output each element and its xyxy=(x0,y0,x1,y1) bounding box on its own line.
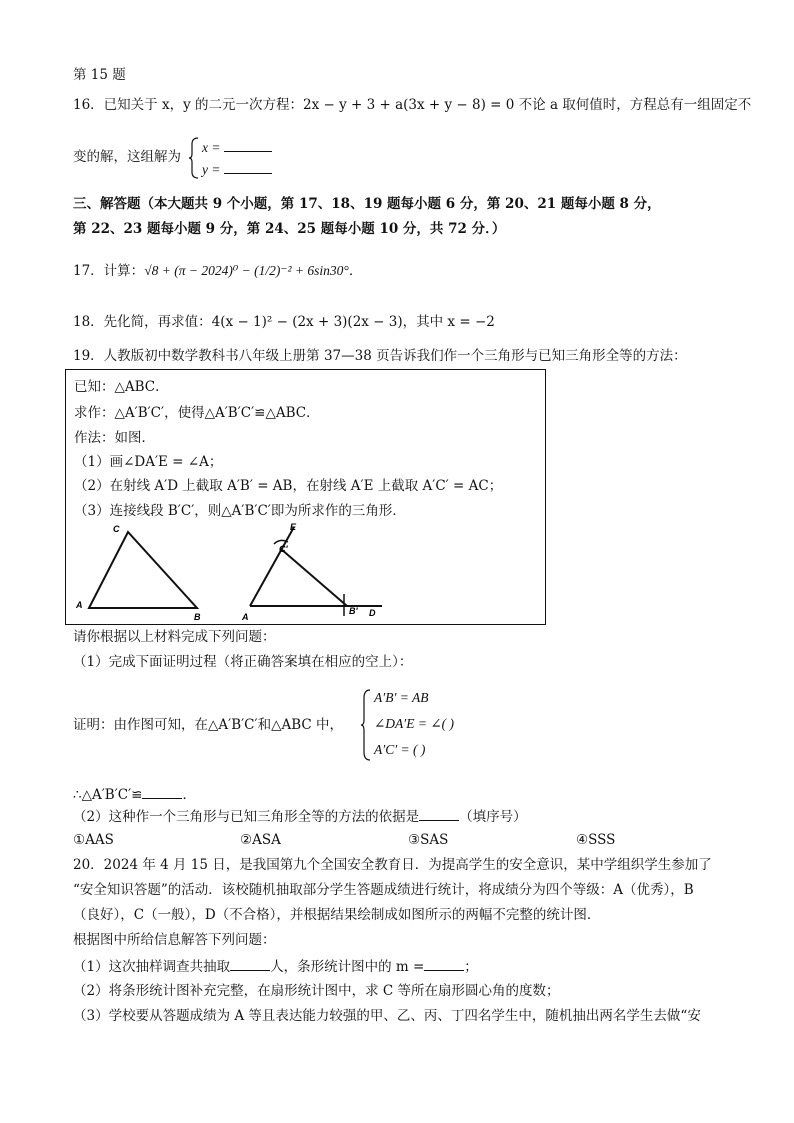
label-e: E xyxy=(290,522,297,532)
label-b-prime: B' xyxy=(349,606,358,616)
ray-ae xyxy=(250,527,294,606)
q20-part2: （2）将条形统计图补充完整，在扇形统计图中，求 C 等所在扇形圆心角的度数； xyxy=(73,983,560,999)
q20-part1-text-a: （1）这次抽样调查共抽取 xyxy=(73,959,231,975)
q19-cond1: A′B′ = AB xyxy=(374,690,429,705)
q20-line4: 根据图中所给信息解答下列问题： xyxy=(73,932,276,948)
label-d: D xyxy=(369,608,376,618)
q19-ask: 请你根据以上材料完成下列问题： xyxy=(73,629,276,645)
label-a: A xyxy=(76,600,83,610)
q16-sys-y: y = xyxy=(202,162,221,177)
q20-part1-text-b: 人，条形统计图中的 m = xyxy=(270,959,425,975)
q20-part1 xyxy=(73,957,478,976)
q20-line2: “安全知识答题”的活动．该校随机抽取部分学生答题成绩进行统计，将成绩分为四个等级：A（优秀），B xyxy=(73,882,694,898)
q20-line1: 20．2024 年 4 月 15 日，是我国第九个全国安全教育日．为提高学生的安全意识，某中学组织学生参加了 xyxy=(73,857,712,873)
q19-material-box xyxy=(65,369,546,625)
q19-proof-prefix: 证明：由作图可知，在△A′B′C′和△ABC 中， xyxy=(73,717,343,733)
label-b: B xyxy=(194,612,201,622)
q19-conclusion-end: ． xyxy=(182,787,196,803)
q19-known: 已知：△ABC． xyxy=(74,379,169,395)
section3-heading-line2: 第 22、23 题每小题 9 分，第 24、25 题每小题 10 分，共 72 分．） xyxy=(73,221,506,237)
q19-step3: （3）连接线段 B′C′，则△A′B′C′即为所求作的三角形． xyxy=(74,503,406,519)
question-15-label: 第 15 题 xyxy=(73,67,126,83)
q19-conclusion-text: ∴△A′B′C′≌ xyxy=(73,787,143,803)
q16-sys-x: x = xyxy=(202,140,221,155)
left-brace-icon xyxy=(360,688,372,762)
q19-part2-blank[interactable] xyxy=(419,807,459,821)
label-a-prime: A xyxy=(242,612,249,622)
q16-blank-y[interactable] xyxy=(224,160,272,174)
triangle-a-prime xyxy=(241,522,382,622)
q16-line2-text: 变的解，这组解为 xyxy=(73,149,181,165)
q19-part2 xyxy=(73,807,527,826)
q20-part1-text-c: ； xyxy=(464,959,478,975)
left-brace-icon xyxy=(188,136,200,180)
q20-blank-m[interactable] xyxy=(424,957,464,971)
q19-method: 作法：如图． xyxy=(74,430,155,446)
option-sas[interactable]: ③SAS xyxy=(408,832,449,848)
q17-expression: √8 + (π − 2024)⁰ − (1/2)⁻² + 6sin30°． xyxy=(144,263,363,278)
option-sss[interactable]: ④SSS xyxy=(576,832,616,848)
q16-line2 xyxy=(73,148,181,166)
q19-intro: 19．人教版初中数学教科书八年级上册第 37—38 页告诉我们作一个三角形与已知三角形全等的方法： xyxy=(73,348,687,364)
q17 xyxy=(73,262,362,280)
q19-conclusion-blank[interactable] xyxy=(142,785,182,799)
label-c-prime: C' xyxy=(279,544,288,554)
q19-find: 求作：△A′B′C′，使得△A′B′C′≌△ABC． xyxy=(74,405,320,421)
option-asa[interactable]: ②ASA xyxy=(240,832,281,848)
triangle-abc-shape xyxy=(89,532,197,608)
q16-blank-x[interactable] xyxy=(224,138,272,152)
q18: 18．先化简，再求值：4(x − 1)² − (2x + 3)(2x − 3)，其中 x = −2 xyxy=(73,314,495,330)
segment-bc xyxy=(281,549,347,606)
triangle-abc xyxy=(75,524,201,622)
q17-prefix: 17．计算： xyxy=(73,263,145,279)
q19-part1: （1）完成下面证明过程（将正确答案填在相应的空上）： xyxy=(73,654,413,670)
q19-part2-text: （2）这种作一个三角形与已知三角形全等的方法的依据是 xyxy=(73,809,420,825)
q19-construction-figure xyxy=(66,522,545,622)
q19-conclusion xyxy=(73,785,196,804)
q19-step2: （2）在射线 A′D 上截取 A′B′ = AB，在射线 A′E 上截取 A′C′ = AC； xyxy=(74,478,503,494)
q20-part3: （3）学校要从答题成绩为 A 等且表达能力较强的甲、乙、丙、丁四名学生中，随机抽出两名学生去做“安 xyxy=(73,1008,701,1024)
label-c: C xyxy=(113,524,120,534)
section3-heading-line1: 三、解答题（本大题共 9 个小题，第 17、18、19 题每小题 6 分，第 20、21 题每小题 8 分， xyxy=(73,196,661,212)
q19-part2-end: （填序号） xyxy=(459,809,527,825)
q19-options xyxy=(73,832,633,850)
q20-line3: （良好），C（一般），D（不合格），并根据结果绘制成如图所示的两幅不完整的统计图． xyxy=(73,907,601,923)
q19-cond2: ∠DA′E = ∠( ) xyxy=(374,716,455,731)
q19-step1: （1）画∠DA′E = ∠A； xyxy=(74,454,223,470)
q16-line1: 16．已知关于 x，y 的二元一次方程：2x − y + 3 + a(3x + y − 8) = 0 不论 a 取何值时，方程总有一组固定不 xyxy=(73,97,752,113)
q20-blank-count[interactable] xyxy=(230,957,270,971)
q19-cond3: A′C′ = ( ) xyxy=(374,742,426,757)
option-aas[interactable]: ①AAS xyxy=(73,832,114,848)
